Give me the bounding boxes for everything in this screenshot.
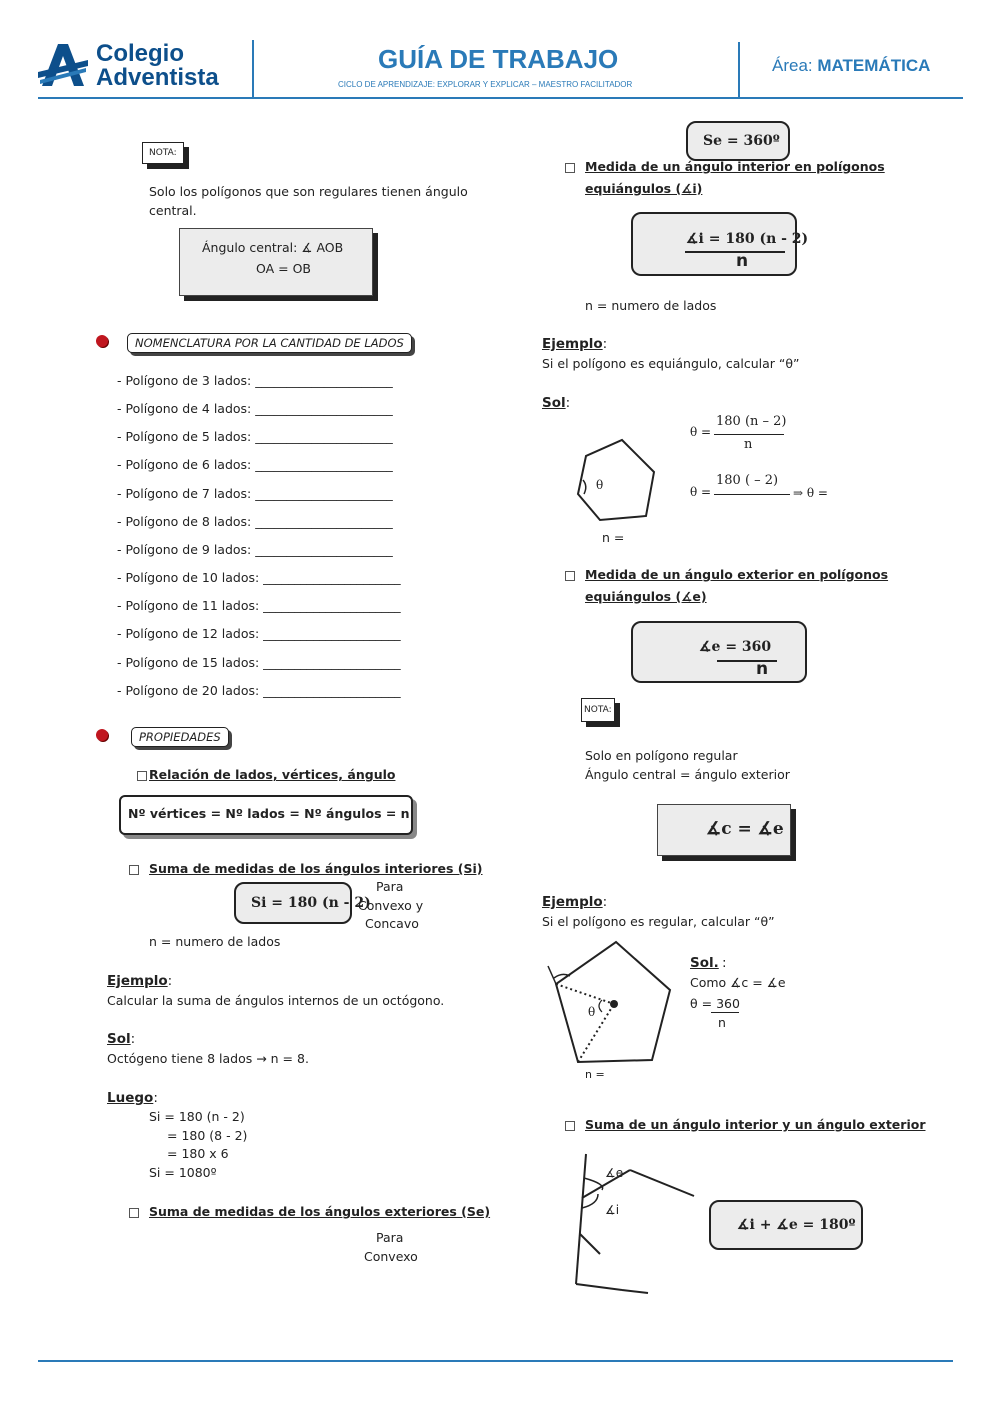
suma-ie-title	[565, 1116, 926, 1134]
sol-3-label: Sol.	[690, 955, 719, 971]
e-formula-den: n	[756, 659, 769, 679]
ext-equi-title-1	[565, 566, 888, 584]
logo-text	[96, 42, 219, 90]
fraction-line	[714, 494, 790, 495]
nomenclatura-heading: NOMENCLATURA POR LA CANTIDAD DE LADOS	[127, 333, 412, 353]
n-lados-1: n = numero de lados	[149, 934, 281, 949]
list-item: - Polígono de 9 lados: ______________________	[117, 542, 393, 557]
list-item: - Polígono de 8 lados: ______________________	[117, 514, 393, 529]
checkbox-icon	[565, 163, 575, 173]
e-formula-num: ∡e = 360	[699, 639, 772, 655]
para-2: Para	[376, 1230, 404, 1245]
ce-formula-box	[657, 804, 791, 856]
si-formula-box	[234, 882, 371, 924]
fraction-line	[711, 1012, 739, 1013]
list-item: - Polígono de 12 lados: ______________________	[117, 626, 401, 641]
relacion-box	[119, 795, 413, 835]
suma-ext-title-text: Suma de medidas de los ángulos exteriores (Se)	[149, 1204, 491, 1219]
central-angle-line1: Ángulo central: ∡ AOB	[202, 240, 344, 255]
nota-label-1: NOTA:	[142, 142, 184, 164]
nota-text-1b: central.	[149, 203, 197, 218]
ejemplo-1-text: Calcular la suma de ángulos internos de un octógono.	[107, 993, 445, 1008]
suma-ie-title-text: Suma de un ángulo interior y un ángulo exterior	[585, 1117, 926, 1132]
sol-2-label: Sol:	[542, 395, 571, 411]
suma-ext-title	[129, 1203, 490, 1221]
theta-eq2-num: 180 ( – 2)	[716, 473, 779, 488]
convexo-y: Convexo y	[358, 898, 424, 913]
bullet-icon	[96, 729, 108, 741]
sol-1-label-text: Sol	[107, 1031, 131, 1047]
luego-label: Luego:	[107, 1090, 158, 1106]
e-label: ∡e	[605, 1166, 624, 1180]
ext-equi-title-1-text: Medida de un ángulo exterior en polígonos	[585, 567, 889, 582]
sol-1-label: Sol:	[107, 1031, 136, 1047]
relacion-title-text: Relación de lados, vértices, ángulo	[149, 767, 396, 782]
i-formula-box	[631, 212, 809, 276]
list-item: - Polígono de 11 lados: ______________________	[117, 598, 401, 613]
luego-line-1: Si = 180 (n - 2)	[149, 1109, 245, 1124]
checkbox-icon	[129, 1208, 139, 1218]
relacion-title	[137, 766, 395, 784]
checkbox-icon	[565, 571, 575, 581]
list-item: - Polígono de 20 lados: ______________________	[117, 683, 401, 698]
area-value: MATEMÁTICA	[817, 56, 931, 75]
theta-eq2-lhs: θ =	[690, 485, 712, 499]
checkbox-icon	[565, 1121, 575, 1131]
nota-text-1a: Solo los polígonos que son regulares tienen ángulo	[149, 184, 468, 199]
list-item: - Polígono de 4 lados: ______________________	[117, 401, 393, 416]
fraction-line	[685, 251, 785, 253]
interior-exterior-angle-diagram	[560, 1150, 705, 1300]
central-angle-line2: OA = OB	[256, 261, 312, 276]
checkbox-icon	[137, 771, 147, 781]
ejemplo-2-label-text: Ejemplo	[542, 336, 603, 352]
ejemplo-3-label-text: Ejemplo	[542, 894, 603, 910]
convexo: Convexo	[364, 1249, 418, 1264]
se-formula: Se = 360º	[703, 133, 780, 149]
si-formula: Si = 180 (n - 2)	[251, 895, 371, 911]
luego-line-2: = 180 (8 - 2)	[167, 1128, 248, 1143]
int-equi-title-1	[565, 158, 885, 176]
sol-3-colon: :	[722, 955, 727, 971]
colegio-logo-icon	[38, 42, 88, 88]
nota-text-2b: Ángulo central = ángulo exterior	[585, 767, 790, 782]
sol-3-como: Como ∡c = ∡e	[690, 975, 786, 990]
page-subtitle: CICLO DE APRENDIZAJE: EXPLORAR Y EXPLICAR – MAESTRO FACILITADOR	[338, 80, 633, 89]
sol-1-text: Octógeno tiene 8 lados → n = 8.	[107, 1051, 309, 1066]
pentagon-diagram	[540, 938, 685, 1068]
suma-int-title-text: Suma de medidas de los ángulos interiores (Si)	[149, 861, 483, 876]
header-divider-left	[252, 40, 254, 97]
n-eq-2: n =	[585, 1068, 605, 1081]
theta-eq2-rhs: ⇒ θ =	[793, 486, 828, 500]
header-divider-right	[738, 42, 740, 97]
int-equi-title-2: equiángulos (∡i)	[585, 181, 703, 196]
area-label-text: Área:	[772, 56, 813, 75]
checkbox-icon	[129, 865, 139, 875]
i-label: ∡i	[605, 1203, 620, 1217]
central-angle-box	[179, 228, 373, 296]
int-equi-title-1-text: Medida de un ángulo interior en polígonos	[585, 159, 885, 174]
footer-rule	[38, 1360, 953, 1362]
luego-label-text: Luego	[107, 1090, 154, 1106]
fraction-line	[714, 434, 784, 435]
suma-int-title	[129, 860, 483, 878]
header-rule	[38, 97, 963, 99]
se-formula-box	[686, 121, 790, 161]
para-1: Para	[376, 879, 404, 894]
list-item: - Polígono de 5 lados: ______________________	[117, 429, 393, 444]
list-item: - Polígono de 3 lados: ______________________	[117, 373, 393, 388]
luego-line-3: = 180 x 6	[167, 1146, 229, 1161]
ie-formula: ∡i + ∡e = 180º	[737, 1217, 856, 1233]
sol-3-theta: θ = 360	[690, 996, 740, 1011]
i-formula-den: n	[736, 251, 749, 271]
logo-line-2: Adventista	[96, 64, 219, 91]
page-title: GUÍA DE TRABAJO	[378, 44, 619, 74]
ejemplo-3-label: Ejemplo:	[542, 894, 608, 910]
propiedades-heading: PROPIEDADES	[131, 727, 229, 747]
concavo: Concavo	[365, 916, 419, 931]
list-item: - Polígono de 7 lados: ______________________	[117, 486, 393, 501]
n-eq-1: n =	[602, 530, 625, 545]
ie-formula-box	[709, 1200, 863, 1250]
relacion-formula: Nº vértices = Nº lados = Nº ángulos = n	[128, 806, 410, 821]
luego-line-4: Si = 1080º	[149, 1165, 217, 1180]
e-formula-box	[631, 621, 807, 683]
sol-3-den: n	[718, 1015, 726, 1030]
ejemplo-2-text: Si el polígono es equiángulo, calcular “θ”	[542, 356, 800, 371]
nota-label-2: NOTA:	[581, 698, 615, 722]
theta-label-2: θ	[588, 1005, 596, 1019]
bullet-icon	[96, 335, 108, 347]
theta-eq1-den: n	[744, 437, 753, 452]
sol-2-label-text: Sol	[542, 395, 566, 411]
heptagon-diagram	[570, 432, 670, 528]
nota-text-2a: Solo en polígono regular	[585, 748, 738, 763]
list-item: - Polígono de 15 lados: ______________________	[117, 655, 401, 670]
ejemplo-3-text: Si el polígono es regular, calcular “θ”	[542, 914, 775, 929]
ejemplo-2-label: Ejemplo:	[542, 336, 608, 352]
ejemplo-1-label: Ejemplo:	[107, 973, 173, 989]
ce-formula: ∡c = ∡e	[706, 819, 784, 839]
list-item: - Polígono de 6 lados: ______________________	[117, 457, 393, 472]
ext-equi-title-2: equiángulos (∡e)	[585, 589, 707, 604]
list-item: - Polígono de 10 lados: ______________________	[117, 570, 401, 585]
ejemplo-1-label-text: Ejemplo	[107, 973, 168, 989]
theta-label-1: θ	[596, 478, 604, 492]
theta-eq1-lhs: θ =	[690, 425, 712, 439]
theta-eq1-num: 180 (n – 2)	[716, 414, 787, 429]
n-lados-2: n = numero de lados	[585, 298, 717, 313]
area-label	[772, 56, 930, 76]
i-formula-num: ∡i = 180 (n - 2)	[686, 231, 809, 247]
logo-line-1: Colegio	[96, 40, 184, 67]
